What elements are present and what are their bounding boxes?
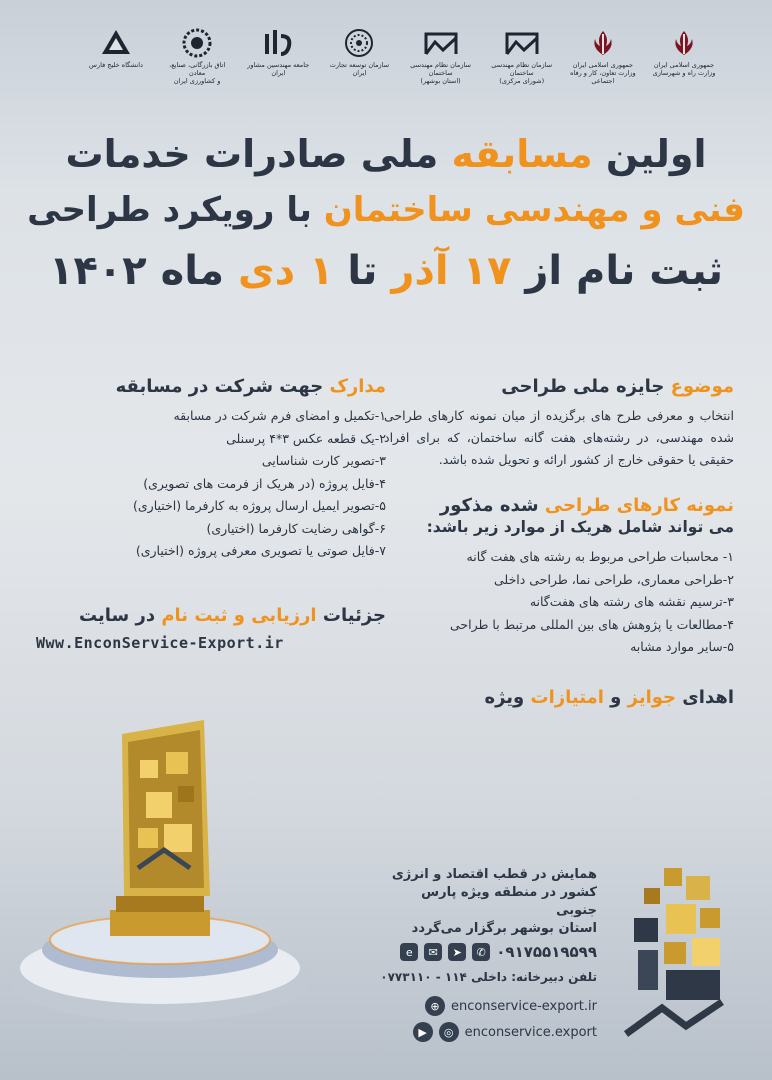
soroush-icon[interactable]: ✉ [424,943,442,961]
end-date: ۱ دی [237,248,334,294]
title-highlight: مسابقه [451,132,593,176]
documents-list [36,405,386,563]
title-highlight: فنی و مهندسی ساختمان [323,190,745,230]
title-part: با رویکرد طراحی [27,190,324,230]
instagram-icon[interactable]: ◎ [439,1022,459,1042]
logo-ministry-labour [567,28,639,88]
trophy-illustration [0,700,360,1080]
eitaa-icon[interactable]: e [400,943,418,961]
emblem-iran-icon [669,28,699,58]
title-part: تا [333,248,392,294]
logo-caption: دانشگاه خلیج فارس [89,61,143,69]
website-link[interactable]: enconservice-export.ir [450,998,597,1014]
site-url-link[interactable]: Www.EnconService-Export.ir [36,633,284,652]
list-item: ۲-طراحی معماری، طراحی نما، طراحی داخلی [494,571,734,587]
social-handle[interactable]: enconservice.export [464,1024,597,1040]
title-part: ثبت نام از [511,248,723,294]
logo-caption: جمهوری اسلامی ایران وزارت راه و شهرسازی [652,61,716,77]
website-row [425,996,597,1016]
title-part: ماه ۱۴۰۲ [49,248,238,294]
samples-list [384,546,734,659]
left-column [36,376,386,652]
whatsapp-icon[interactable]: ✆ [472,943,490,961]
title-line-2 [0,190,772,230]
engineering-org-icon [504,28,540,58]
documents-heading-highlight: مدارک [329,376,386,397]
logo-chamber-commerce [161,28,233,88]
prizes-highlight: امتیازات [530,686,604,708]
venue-line: کشور در منطقه ویژه پارس جنوبی [421,885,597,918]
site-heading-text: جزئیات [316,604,386,626]
list-item: ۱- محاسبات طراحی مربوط به رشته های هفت گانه [466,549,734,564]
title-part: ملی صادرات خدمات [65,132,452,176]
prizes-text: اهدای [676,686,734,708]
logo-caption: سازمان نظام مهندسی ساختمان (شورای مرکزی) [491,61,553,85]
logo-consulting-engineers [242,28,314,88]
office-phone: تلفن دبیرخانه: داخلی ۱۱۴ - ۰۷۷۳۱۱۰ [380,970,597,984]
logo-caption: جامعه مهندسین مشاور ایران [247,61,310,77]
samples-heading [384,495,734,516]
social-row [413,1022,597,1042]
title-part: اولین [592,132,707,176]
logo-caption: جمهوری اسلامی ایران وزارت تعاون، کار و رفاه اجتماعی [570,61,636,85]
samples-heading-text: شده مذکور [439,495,545,516]
chamber-commerce-icon [181,28,213,58]
telegram-icon[interactable]: ➤ [448,943,466,961]
logo-trade-promotion [323,28,395,88]
prizes-line [384,687,734,708]
venue-line: استان بوشهر برگزار می‌گردد [411,921,597,936]
prizes-text: و [603,686,628,708]
topic-heading [384,376,734,397]
consulting-engineers-icon [261,28,295,58]
registration-dates [0,248,772,294]
list-item: ۴-فایل پروژه (در هریک از فرمت های تصویری) [143,475,386,491]
documents-heading-text: جهت شرکت در مسابقه [115,376,330,397]
title-line-1 [0,132,772,176]
engineering-org-icon [423,28,459,58]
list-item: ۷-فایل صوتی یا تصویری معرفی پروژه (اختیاری) [135,543,386,558]
list-item: ۳-ترسیم نقشه های رشته های هفت‌گانه [529,594,734,609]
phone-row [400,940,597,964]
documents-heading [36,376,386,397]
site-heading-highlight: ارزیابی و ثبت نام [161,604,317,626]
start-date: ۱۷ آذر [391,248,512,294]
samples-heading-highlight: نمونه [686,495,734,516]
logo-caption: اتاق بازرگانی، صنایع، معادن و کشاورزی ایران [169,61,226,85]
list-item: ۶-گواهی رضایت کارفرما (اختیاری) [206,520,386,536]
list-item: ۳-تصویر کارت شناسایی [261,453,386,468]
prizes-text: ویژه [484,686,531,708]
logo-ministry-roads [648,28,720,88]
topic-heading-highlight: موضوع [670,376,734,397]
logo-engineering-org-bushehr [405,28,477,88]
list-item: ۱-تکمیل و امضای فرم شرکت در مسابقه [173,408,386,423]
topic-body: انتخاب و معرفی طرح های برگزیده از میان نمونه کارهای طراحی شده مهندسی، در رشته‌های هفت گانه ساختمان، که برای افراد حقیقی یا حقوقی خارج از کشور ارائه و تحویل شده باشد. [384,408,734,467]
persian-gulf-university-icon [99,28,133,58]
logo-engineering-org-central [486,28,558,88]
list-item: ۵-سایر موارد مشابه [630,639,734,654]
phone-number[interactable]: ۰۹۱۷۵۵۱۹۵۹۹ [496,943,597,961]
site-heading [36,605,386,626]
samples-subheading: می تواند شامل هریک از موارد زیر باشد: [426,518,734,536]
list-item: ۲-یک قطعه عکس ۳*۴ پرسنلی [226,430,386,446]
trade-promotion-icon [343,28,375,58]
site-heading-text: در سایت [78,604,162,626]
globe-icon: ⊕ [425,996,445,1016]
logo-caption: سازمان توسعه تجارت ایران [329,61,390,77]
samples-heading-highlight: کارهای طراحی [544,495,687,516]
logo-caption: سازمان نظام مهندسی ساختمان (استان بوشهر) [410,61,471,85]
topic-heading-text: جایزه ملی طراحی [501,376,671,397]
right-column [384,376,734,708]
youtube-icon[interactable]: ▶ [413,1022,433,1042]
list-item: ۵-تصویر ایمیل ارسال پروژه به کارفرما (اختیاری) [133,498,386,513]
partner-logos [80,28,720,88]
emblem-iran-icon [588,28,618,58]
venue-info [387,866,597,938]
list-item: ۴-مطالعات یا پژوهش های بین المللی مرتبط با طراحی [449,616,734,632]
prizes-highlight: جوایز [627,686,677,708]
enconservice-logo [604,858,744,1058]
venue-line: همایش در قطب اقتصاد و انرژی [391,867,597,882]
logo-persian-gulf-university [80,28,152,88]
